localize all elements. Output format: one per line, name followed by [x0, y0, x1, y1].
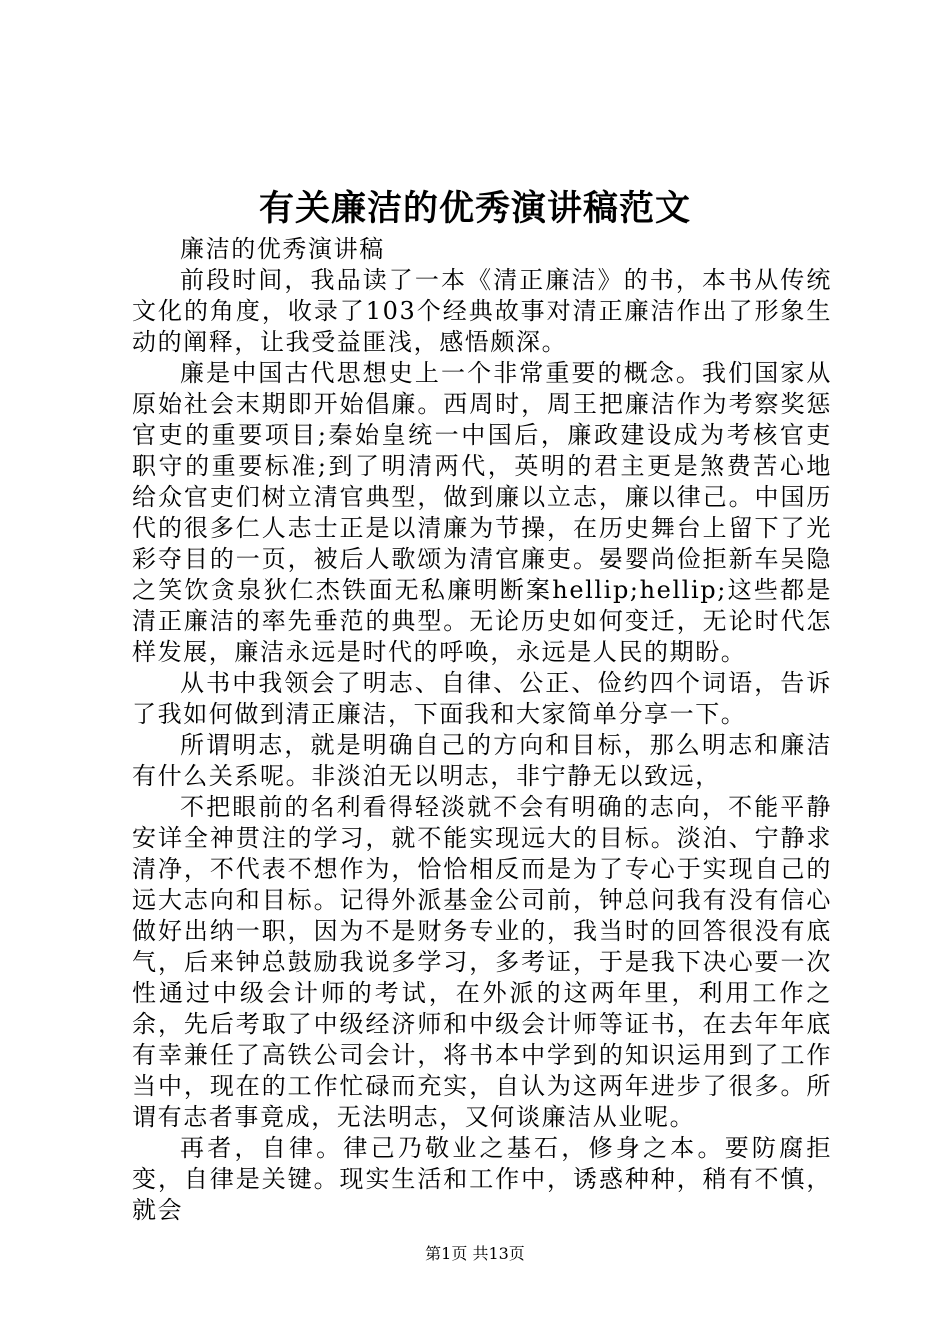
body-paragraph: 前段时间，我品读了一本《清正廉洁》的书，本书从传统文化的角度，收录了103个经典故事对清正廉洁作出了形象生动的阐释，让我受益匪浅，感悟颇深。: [132, 266, 832, 356]
document-title: 有关廉洁的优秀演讲稿范文: [258, 188, 691, 229]
body-paragraph: 所谓明志，就是明确自己的方向和目标，那么明志和廉洁有什么关系呢。非淡泊无以明志，非宁静无以致远，: [132, 731, 832, 790]
body-paragraph: 廉是中国古代思想史上一个非常重要的概念。我们国家从原始社会末期即开始倡廉。西周时，周王把廉洁作为考察奖惩官吏的重要项目;秦始皇统一中国后，廉政建设成为考核官吏职守的重要标准;到了明清两代，英明的君主更是煞费苦心地给众官吏们树立清官典型，做到廉以立志，廉以律己。中国历代的很多仁人志士正是以清廉为节操，在历史舞台上留下了光彩夺目的一页，被后人歌颂为清官廉吏。晏婴尚俭拒新车吴隐之笑饮贪泉狄仁杰铁面无私廉明断案hellip;hellip;这些都是清正廉洁的率先垂范的典型。无论历史如何变迁，无论时代怎样发展，廉洁永远是时代的呼唤，永远是人民的期盼。: [132, 359, 832, 666]
body-paragraph: 不把眼前的名利看得轻淡就不会有明确的志向，不能平静安详全神贯注的学习，就不能实现远大的目标。淡泊、宁静求清净，不代表不想作为，恰恰相反而是为了专心于实现自己的远大志向和目标。记得外派基金公司前，钟总问我有没有信心做好出纳一职，因为不是财务专业的，我当时的回答很没有底气，后来钟总鼓励我说多学习，多考证，于是我下决心要一次性通过中级会计师的考试，在外派的这两年里，利用工作之余，先后考取了中级经济师和中级会计师等证书，在去年年底有幸兼任了高铁公司会计，将书本中学到的知识运用到了工作当中，现在的工作忙碌而充实，自认为这两年进步了很多。所谓有志者事竟成，无法明志，又何谈廉洁从业呢。: [132, 793, 832, 1131]
document-body: [132, 234, 832, 1226]
body-paragraph: 从书中我领会了明志、自律、公正、俭约四个词语，告诉了我如何做到清正廉洁，下面我和大家简单分享一下。: [132, 669, 832, 728]
page-number-footer: 第1页 共13页: [425, 1244, 525, 1263]
subtitle-paragraph: 廉洁的优秀演讲稿: [180, 235, 385, 263]
body-paragraph: 再者，自律。律己乃敬业之基石，修身之本。要防腐拒变，自律是关键。现实生活和工作中，诱惑种种，稍有不慎，就会: [132, 1134, 832, 1224]
